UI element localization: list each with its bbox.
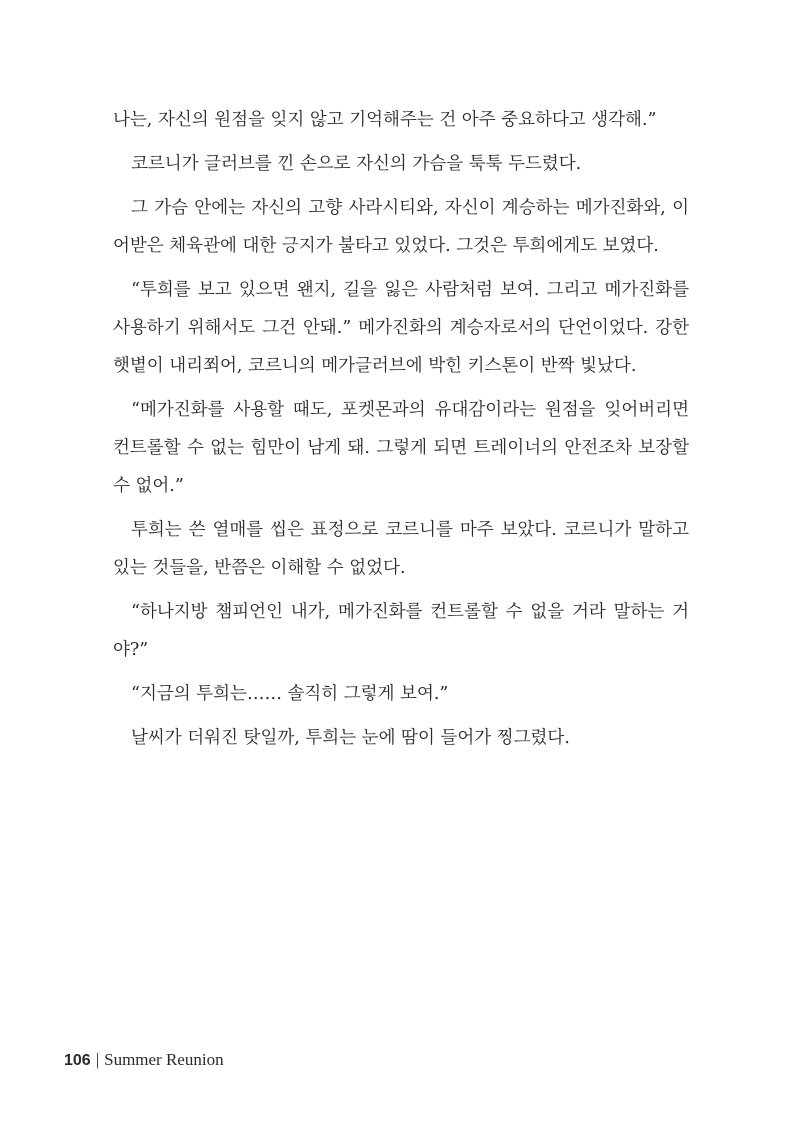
page-number: 106	[64, 1052, 91, 1069]
paragraph-2: 코르니가 글러브를 낀 손으로 자신의 가슴을 툭툭 두드렸다.	[131, 154, 582, 174]
paragraph-5: “메가진화를 사용할 때도, 포켓몬과의 유대감이라는 원점을 잊어버리면 컨트롤할 수 없는 힘만이 남게 돼. 그렇게 되면 트레이너의 안전조차 보장할 수 없어.”	[113, 400, 689, 496]
paragraph-3: 그 가슴 안에는 자신의 고향 사라시티와, 자신이 계승하는 메가진화와, 이어받은 체육관에 대한 긍지가 불타고 있었다. 그것은 투희에게도 보였다.	[113, 198, 689, 256]
paragraph-4: “투희를 보고 있으면 왠지, 길을 잃은 사람처럼 보여. 그리고 메가진화를 사용하기 위해서도 그건 안돼.” 메가진화의 계승자로서의 단언이었다. 강한 햇볕이 내리쬐어, 코르니의 메가글러브에 박힌 키스톤이 반짝 빛났다.	[113, 280, 689, 376]
footer-separator: |	[95, 1050, 100, 1069]
paragraph-7: “하나지방 챔피언인 내가, 메가진화를 컨트롤할 수 없을 거라 말하는 거야?”	[113, 602, 689, 660]
paragraph-8: “지금의 투희는…… 솔직히 그렇게 보여.”	[131, 684, 449, 704]
paragraph-6: 투희는 쓴 열매를 씹은 표정으로 코르니를 마주 보았다. 코르니가 말하고 있는 것들을, 반쯤은 이해할 수 없었다.	[113, 520, 689, 578]
book-title: Summer Reunion	[104, 1050, 224, 1069]
paragraph-9: 날씨가 더워진 탓일까, 투희는 눈에 땀이 들어가 찡그렸다.	[131, 728, 570, 748]
page-footer	[64, 1050, 224, 1070]
body-text	[113, 101, 689, 763]
paragraph-1: 나는, 자신의 원점을 잊지 않고 기억해주는 건 아주 중요하다고 생각해.”	[113, 110, 657, 130]
